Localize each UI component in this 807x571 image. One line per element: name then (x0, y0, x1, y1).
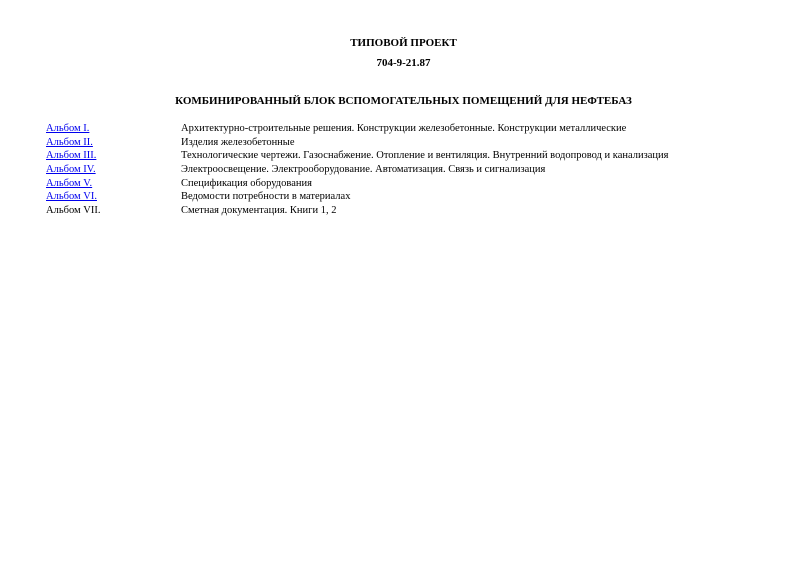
album-1-link[interactable]: Альбом I. (46, 123, 90, 134)
album-4-description: Электроосвещение. Электрооборудование. Автоматизация. Связь и сигнализация (181, 164, 546, 176)
album-3-link[interactable]: Альбом III. (46, 150, 97, 162)
album-1-description: Архитектурно-строительные решения. Конструкции железобетонные. Конструкции металлические (181, 123, 627, 134)
album-4-link[interactable]: Альбом IV. (46, 164, 96, 176)
album-row (46, 149, 786, 163)
album-2-link[interactable]: Альбом II. (46, 136, 93, 148)
album-list (46, 122, 786, 218)
document-heading: ТИПОВОЙ ПРОЕКТ (350, 37, 457, 49)
album-3-description: Технологические чертежи. Газоснабжение. Отопление и вентиляция. Внутренний водопровод и канализация (181, 150, 669, 162)
album-7-label: Альбом VII. (46, 205, 101, 217)
album-row (46, 204, 786, 218)
album-5-description: Спецификация оборудования (181, 177, 312, 189)
album-7-description: Сметная документация. Книги 1, 2 (181, 205, 337, 217)
album-6-link[interactable]: Альбом VI. (46, 191, 97, 203)
album-row (46, 177, 786, 191)
project-code: 704-9-21.87 (376, 57, 431, 69)
album-row (46, 163, 786, 177)
album-row (46, 136, 786, 150)
album-row (46, 122, 786, 136)
album-2-description: Изделия железобетонные (181, 136, 295, 148)
album-6-description: Ведомости потребности в материалах (181, 191, 351, 203)
project-subject: КОМБИНИРОВАННЫЙ БЛОК ВСПОМОГАТЕЛЬНЫХ ПОМЕЩЕНИЙ ДЛЯ НЕФТЕБАЗ (175, 95, 632, 107)
album-row (46, 190, 786, 204)
album-5-link[interactable]: Альбом V. (46, 177, 93, 189)
